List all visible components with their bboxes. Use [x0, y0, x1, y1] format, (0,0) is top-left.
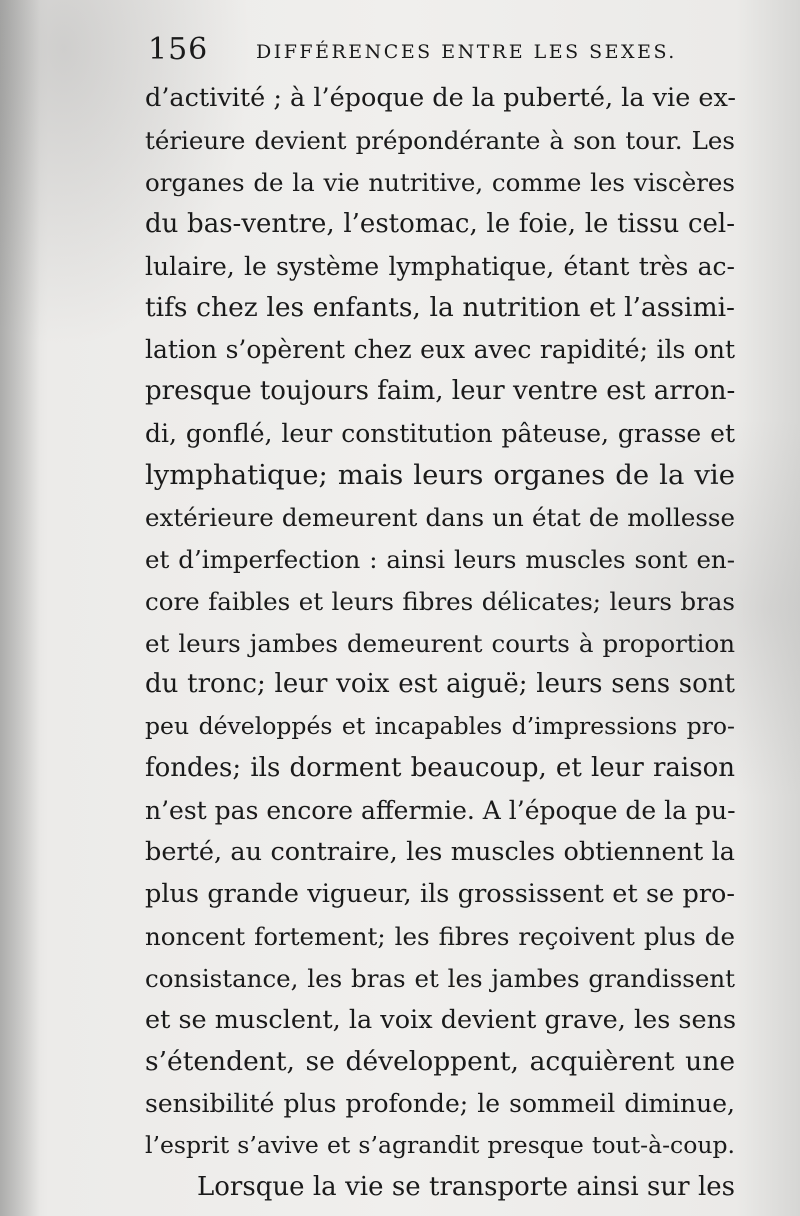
page-number: 156	[148, 32, 209, 67]
text-line: sensibilité plus profonde; le sommeil diminue,	[145, 1089, 735, 1119]
text-line: lulaire, le système lymphatique, étant très ac-	[145, 251, 735, 281]
text-line: di, gonflé, leur constitution pâteuse, grasse et	[145, 419, 735, 449]
page-header	[148, 30, 728, 70]
text-line: plus grande vigueur, ils grossissent et se pro-	[145, 878, 735, 909]
page-gutter-shadow	[0, 0, 40, 1216]
text-line: presque toujours faim, leur ventre est arron-	[145, 376, 736, 407]
text-line: berté, au contraire, les muscles obtiennent la	[145, 837, 735, 868]
text-line: lation s’opèrent chez eux avec rapidité; ils ont	[145, 335, 735, 365]
text-line: et leurs jambes demeurent courts à proportion	[145, 628, 735, 658]
text-line: fondes; ils dorment beaucoup, et leur raison	[145, 753, 735, 784]
running-head: DIFFÉRENCES ENTRE LES SEXES.	[256, 41, 677, 63]
text-line: organes de la vie nutritive, comme les viscères	[145, 167, 735, 197]
text-line: consistance, les bras et les jambes grandissent	[145, 963, 735, 993]
text-line: s’étendent, se développent, acquièrent une	[145, 1046, 735, 1078]
text-line: térieure devient prépondérante à son tour. Les	[145, 125, 735, 155]
text-line: et se musclent, la voix devient grave, les sens	[145, 1004, 737, 1035]
text-line: extérieure demeurent dans un état de mollesse	[145, 502, 735, 532]
text-line: tifs chez les enfants, la nutrition et l’assimi-	[145, 292, 735, 324]
text-line: peu développés et incapables d’impressions pro-	[145, 712, 735, 741]
text-line: du tronc; leur voix est aiguë; leurs sens sont	[145, 669, 735, 700]
text-line: du bas-ventre, l’estomac, le foie, le tissu cel-	[145, 208, 735, 239]
text-line: et d’imperfection : ainsi leurs muscles sont en-	[145, 544, 735, 574]
text-line: n’est pas encore affermie. A l’époque de la pu-	[145, 796, 736, 826]
body-text	[145, 78, 735, 1209]
text-line: l’esprit s’avive et s’agrandit presque tout-à-coup.	[145, 1131, 735, 1160]
text-line: core faibles et leurs fibres délicates; leurs bras	[145, 586, 735, 616]
text-line: noncent fortement; les fibres reçoivent plus de	[145, 921, 735, 951]
text-line-paragraph-start: Lorsque la vie se transporte ainsi sur les	[197, 1172, 735, 1203]
text-line: d’activité ; à l’époque de la puberté, la vie ex-	[145, 83, 737, 113]
text-line: lymphatique; mais leurs organes de la vie	[145, 459, 735, 492]
